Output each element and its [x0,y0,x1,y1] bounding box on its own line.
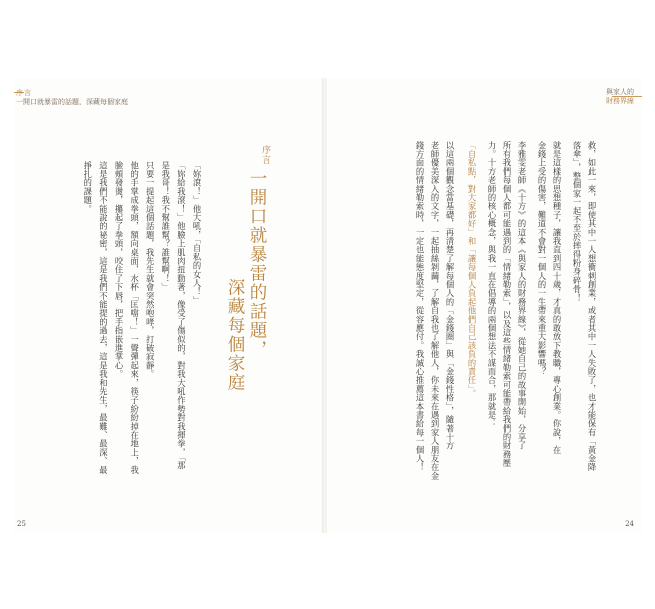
left-text-column-1: 「妳滾！」他大吼，「自私的女人！」 [192,161,202,305]
running-head-left [16,89,128,107]
left-text-column-2: 「妳給我滾！」他臉上肌肉扭動著，像受了傷似的，對我大吼作勢對我揮拳，「那 [176,161,187,471]
page-number-left: 25 [17,520,26,528]
left-page [14,78,323,533]
running-head-book-title-2: 財務界線 [606,97,634,105]
left-text-column-8: 掙扎的課題。 [82,161,93,214]
running-head-chapter: 序言 [16,89,32,97]
right-text-column-11: 錢方面的情緒勒索時，一定也能態度堅定，從容應付。我誠心推薦這本書給每一個人！ [415,141,425,472]
right-text-column-1: 救，如此一來，即使其中一人想衝刺創業，或者其中一人失敗了，也才能保有「黃金降 [587,141,597,472]
chapter-title-line2: 深藏每個家庭 [225,278,245,392]
left-text-column-6: 臉頰發燙，攥起了拳頭，咬住了下唇，把手指嵌進掌心。 [114,161,124,379]
page-number-right: 24 [625,520,634,528]
left-text-column-7: 這是我們不能說的祕密，這是我們不能提的過去，這是我和先生，最難、最深、最 [98,161,109,475]
running-head-rule-right [612,96,642,97]
running-head-right [606,88,634,106]
right-text-column-6: 所有我們每個人都可能遇到的「情緒勒索」，以及這些情緒勒索可能帶給我們的財務壓 [502,141,512,468]
chapter-label: 序言 [260,145,270,165]
right-text-column-5: 李雅雯老師《十方》的這本《與家人的財務界線》，從她自己的故事開始，分享了 [517,141,527,451]
right-text-column-4: 金錢上受的傷害，難道不會對一個人的一生帶來重大影響嗎？ [537,141,547,376]
right-text-column-10: 老師優美深入的文字，一起抽絲剝繭，了解自我也了解他人，你未來在遇到家人朋友在金 [430,141,440,481]
right-page [327,78,642,533]
left-text-column-3: 是我哥！我不幫誰幫？誰幫啊！」 [160,161,171,292]
running-head-book-title-1: 與家人的 [606,88,634,96]
left-text-column-4: 只要一提起這個話題，我先生就會突然咆哮，打破寂靜。 [145,161,156,379]
running-head-title: 一開口就暴雷的話題，深藏每個家庭 [16,98,128,106]
left-text-column-5: 他的手掌成拳頭，額向桌面，水杯「匡噹！」一聲彈起來，筷子紛紛掉在地上，我 [129,161,140,475]
right-text-column-9: 以這兩個觀念當基礎，再清楚了解每個人的「金錢圈」與「金錢性格」，隨著十方 [445,141,455,451]
right-text-column-3: 就是這樣的思想種子，讓我直到四十歲，才真的敢放下教職，專心創業。你說，在 [552,141,562,455]
chapter-title-line1: 一開口就暴雷的話題， [247,169,267,359]
right-text-column-7: 力。十方老師的核心概念，與我一直在倡導的兩個想法不謀而合，那就是： [487,141,497,429]
right-text-column-2: 落傘」，整個家一起不至於摔得粉身碎骨！ [572,141,582,303]
right-text-column-8: 「自私點，對大家都好」和「讓每個人負起他們自己該負的責任」。 [467,141,477,398]
